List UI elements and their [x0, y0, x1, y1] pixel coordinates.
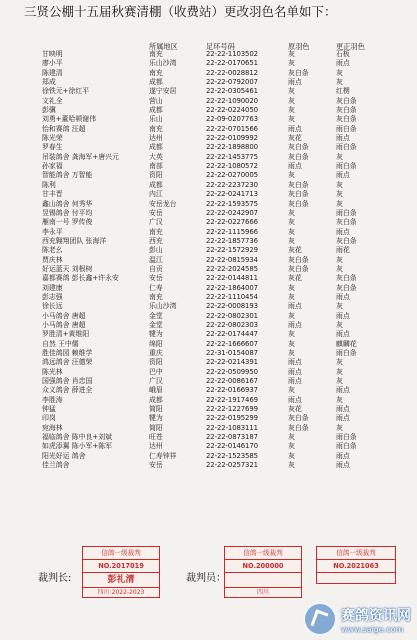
- referee-stamp-3: [316, 546, 396, 584]
- row-ring: 22-22-0241713: [206, 190, 258, 199]
- list-item: [0, 452, 417, 461]
- row-region: 达州: [149, 442, 163, 451]
- row-orig: 雨点: [288, 124, 302, 133]
- row-ring: 22-22-1115966: [206, 227, 258, 236]
- row-region: 南充: [149, 292, 163, 301]
- list-item: [0, 200, 417, 209]
- row-name: 福临鸽舍 陈中良+刘斌: [42, 433, 112, 442]
- list-item: [0, 330, 417, 339]
- row-name: 鑫山鸽舍 何秀华: [42, 199, 93, 208]
- row-new: 石板: [336, 50, 350, 58]
- row-name: 文礼全: [42, 96, 63, 105]
- row-region: 犍为: [149, 414, 163, 423]
- row-region: 成都: [149, 395, 163, 404]
- list-item: [0, 349, 417, 358]
- list-item: [0, 125, 417, 134]
- list-item: [0, 209, 417, 218]
- list-item: [0, 97, 417, 106]
- row-name: 廖小平: [42, 59, 63, 68]
- row-ring: 22-22-1110454: [206, 292, 258, 301]
- row-orig: 雨点: [288, 320, 302, 329]
- row-ring: 22-22-0174447: [206, 330, 258, 339]
- list-item: [0, 171, 417, 180]
- list-item: [0, 340, 417, 349]
- row-new: 灰: [336, 367, 343, 376]
- row-name: 陈老幺: [42, 246, 63, 255]
- row-ring: 22-22-0701566: [206, 124, 258, 133]
- row-new: 灰白条: [336, 96, 357, 105]
- row-ring: 22-22-0242907: [206, 208, 258, 217]
- row-ring: 22-22-0224050: [206, 106, 258, 115]
- row-region: 大英: [149, 152, 163, 161]
- row-new: 灰: [336, 423, 343, 432]
- row-orig: 雨点: [288, 367, 302, 376]
- row-new: 雨点: [336, 171, 350, 180]
- row-new: 灰: [336, 68, 343, 77]
- list-item: [0, 106, 417, 115]
- row-name: 郑成: [42, 78, 56, 87]
- stamp-1-number: NO.2017019: [83, 560, 159, 573]
- list-item: [0, 246, 417, 255]
- document-title: 三贤公棚十五届秋赛清棚（收费站）更改羽色名单如下：: [24, 4, 337, 19]
- row-name: 自然 王中儒: [42, 339, 79, 348]
- row-ring: 22-22-0873187: [206, 433, 258, 442]
- list-item: [0, 87, 417, 96]
- row-ring: 22-22-1083111: [206, 423, 258, 432]
- row-region: 简阳: [149, 405, 163, 414]
- entry-list: [0, 50, 417, 470]
- stamp-3-title: 信鸽一级裁判: [317, 547, 395, 560]
- row-new: 灰: [336, 395, 343, 404]
- row-ring: 22-22-1227699: [206, 405, 258, 414]
- list-item: [0, 237, 417, 246]
- row-ring: 22-22-2024585: [206, 264, 258, 273]
- row-name: 印岗: [42, 414, 56, 423]
- row-ring: 22-22-1898800: [206, 143, 258, 152]
- row-name: 胜佳鸽园 赖维学: [42, 349, 93, 357]
- row-name: 李胜涛: [42, 395, 63, 404]
- row-new: 灰白条: [336, 274, 357, 283]
- row-name: 鸿远鸽舍 汪德荣: [42, 358, 93, 367]
- row-ring: 22-22-0815934: [206, 255, 258, 264]
- row-new: 雨白条: [336, 433, 357, 442]
- row-name: 佳兰鸽舍: [42, 461, 70, 470]
- row-region: 安岳龙台: [149, 199, 177, 208]
- row-ring: 22-22-1917469: [206, 395, 258, 404]
- row-new: 雨点: [336, 292, 350, 301]
- list-item: [0, 396, 417, 405]
- row-name: 李永平: [42, 227, 63, 236]
- row-ring: 22-22-1090020: [206, 96, 258, 105]
- row-name: 陈光荣: [42, 134, 63, 143]
- row-new: 灰白条: [336, 115, 357, 124]
- stamp-1-title: 信鸽一级裁判: [83, 547, 159, 560]
- row-orig: 雨点: [288, 377, 302, 386]
- row-orig: 灰: [288, 208, 295, 217]
- row-ring: 22-22-0257321: [206, 461, 258, 470]
- row-region: 彭山: [149, 246, 163, 255]
- watermark-url: www.saige.com: [341, 624, 404, 634]
- stamp-2-title: 信鸽一级裁判: [225, 547, 301, 560]
- row-region: 资阳: [149, 358, 163, 367]
- row-orig: 灰: [288, 311, 295, 320]
- row-name: 徐长远: [42, 302, 63, 311]
- row-name: 嘉都赛鸽 彭长鑫+许永安: [42, 274, 119, 283]
- row-region: 仁寿: [149, 283, 163, 292]
- list-item: [0, 69, 417, 78]
- row-orig: 灰: [288, 96, 295, 105]
- list-item: [0, 442, 417, 451]
- row-orig: 灰: [288, 171, 295, 180]
- row-ring: 22-22-0166937: [206, 386, 258, 395]
- list-item: [0, 218, 417, 227]
- row-orig: 灰: [288, 442, 295, 451]
- pigeon-logo-icon: [303, 602, 337, 636]
- list-item: [0, 115, 417, 124]
- row-name: 智能鸽舍 万智能: [42, 171, 93, 180]
- row-ring: 22-09-0207763: [206, 115, 258, 124]
- row-orig: 灰: [288, 218, 295, 227]
- row-ring: 22-22-0214391: [206, 358, 258, 367]
- row-ring: 22-22-0144811: [206, 274, 258, 283]
- row-orig: 灰: [288, 339, 295, 348]
- row-ring: 22-22-1572929: [206, 246, 258, 255]
- list-item: [0, 181, 417, 190]
- row-name: 刘建康: [42, 283, 63, 292]
- row-name: 雁南一号 罗传俊: [42, 218, 93, 227]
- stamp-1-signature: 彭礼清: [107, 575, 135, 585]
- list-item: [0, 424, 417, 433]
- header-new-color: 更正羽色: [336, 42, 365, 51]
- row-region: 营山: [149, 96, 163, 105]
- header-ring: 足环号码: [206, 42, 235, 51]
- row-name: 昱锡鸽舍 付平均: [42, 208, 93, 217]
- referee-stamp-1: [82, 546, 160, 598]
- row-orig: 灰: [288, 349, 295, 357]
- row-new: 灰: [336, 302, 343, 311]
- row-orig: 灰: [288, 386, 295, 395]
- row-orig: 雨点: [288, 78, 302, 87]
- row-orig: 灰: [288, 283, 295, 292]
- row-orig: 灰: [288, 115, 295, 124]
- row-name: 众义鸽舍 薛进全: [42, 386, 93, 395]
- row-orig: 雨点: [288, 395, 302, 404]
- row-new: 雨点: [336, 311, 350, 320]
- row-name: 罗胜清+黄维阳: [42, 330, 90, 339]
- row-region: 西充: [149, 236, 163, 245]
- list-item: [0, 377, 417, 386]
- row-orig: 灰: [288, 227, 295, 236]
- list-item: [0, 461, 417, 470]
- row-orig: 灰花: [288, 405, 302, 414]
- chief-referee-label: 裁判长:: [38, 573, 72, 584]
- row-region: 遂宁安居: [149, 87, 177, 96]
- row-region: 自贡: [149, 264, 163, 273]
- row-orig: 灰: [288, 461, 295, 470]
- row-orig: 灰: [288, 433, 295, 442]
- list-item: [0, 134, 417, 143]
- row-region: 乐山沙湾: [149, 59, 177, 68]
- list-item: [0, 302, 417, 311]
- stamp-2-year: 四川: [225, 587, 301, 598]
- row-orig: 雨点: [288, 302, 302, 311]
- row-region: 成都: [149, 143, 163, 152]
- list-item: [0, 274, 417, 283]
- row-ring: 22-22-1593575: [206, 199, 258, 208]
- list-item: [0, 59, 417, 68]
- stamp-1-year: 四川:2022-2023: [83, 587, 159, 598]
- row-orig: 灰: [288, 236, 295, 245]
- row-name: 钟猛: [42, 405, 56, 414]
- row-new: 灰: [336, 190, 343, 199]
- stamp-2-signature: [225, 573, 301, 587]
- row-new: 雨点: [336, 59, 350, 68]
- row-ring: 22-22-1857736: [206, 236, 258, 245]
- watermark-name: 赛鸽资讯网: [341, 607, 411, 624]
- row-orig: 灰: [288, 87, 295, 96]
- list-item: [0, 190, 417, 199]
- row-ring: 22-22-0109992: [206, 134, 258, 143]
- row-name: 陈建清: [42, 68, 63, 77]
- row-name: 国强鸽舍 肖忠国: [42, 377, 93, 386]
- row-name: 小马鸽舍 唐超: [42, 311, 86, 320]
- row-ring: 22-22-0195299: [206, 414, 258, 423]
- list-item: [0, 284, 417, 293]
- row-new: 雨点: [336, 227, 350, 236]
- list-item: [0, 162, 417, 171]
- row-region: 南充: [149, 124, 163, 133]
- row-new: 灰白条: [336, 106, 357, 115]
- referee-label: 裁判员：: [186, 573, 226, 584]
- row-ring: 22-22-1103502: [206, 50, 258, 58]
- list-item: [0, 368, 417, 377]
- referee-stamp-2: [224, 546, 302, 598]
- row-ring: 22-22-0086167: [206, 377, 258, 386]
- list-item: [0, 228, 417, 237]
- list-item: [0, 414, 417, 423]
- list-item: [0, 405, 417, 414]
- row-new: 灰: [336, 358, 343, 367]
- row-ring: 22-22-0146170: [206, 442, 258, 451]
- row-new: 雨白条: [336, 162, 357, 171]
- row-new: 雨点: [336, 461, 350, 470]
- row-orig: 灰白条: [288, 264, 309, 273]
- list-item: [0, 358, 417, 367]
- row-region: 巴中: [149, 367, 163, 376]
- row-region: 乐山沙湾: [149, 302, 177, 311]
- row-new: 雨花: [336, 246, 350, 255]
- row-name: 甘丰晋: [42, 190, 63, 199]
- row-new: 灰: [336, 377, 343, 386]
- row-new: 雨白条: [336, 208, 357, 217]
- row-new: 雨点: [336, 451, 350, 460]
- row-new: 雨白条: [336, 442, 357, 451]
- site-watermark: [303, 602, 411, 636]
- row-orig: 灰白条: [288, 68, 309, 77]
- row-name: 怡和赛鸽 汪超: [42, 124, 86, 133]
- row-orig: 灰: [288, 106, 295, 115]
- row-orig: 灰花: [288, 274, 302, 283]
- row-region: 简阳: [149, 423, 163, 432]
- row-new: 灰: [336, 320, 343, 329]
- row-new: 雨点: [336, 405, 350, 414]
- row-new: 灰白条: [336, 283, 357, 292]
- row-ring: 22-22-0170651: [206, 59, 258, 68]
- row-new: 雨点: [336, 414, 350, 423]
- row-orig: 灰花: [288, 134, 302, 143]
- row-region: 资阳: [149, 171, 163, 180]
- row-new: 红楞: [336, 87, 350, 96]
- row-new: 灰: [336, 199, 343, 208]
- row-new: 灰白条: [336, 218, 357, 227]
- row-ring: 22-22-1523585: [206, 451, 258, 460]
- row-orig: 灰白条: [288, 414, 309, 423]
- list-item: [0, 433, 417, 442]
- row-name: 贾庆林: [42, 255, 63, 264]
- row-new: 灰白条: [336, 236, 357, 245]
- row-name: 好运蓝天 刘根树: [42, 264, 93, 273]
- row-ring: 22-22-1080572: [206, 162, 258, 171]
- row-region: 南充: [149, 50, 163, 58]
- row-ring: 22-22-0802303: [206, 320, 258, 329]
- row-name: 如虎添翼 陈小军+陈军: [42, 442, 112, 451]
- list-item: [0, 265, 417, 274]
- row-new: 雨点: [336, 386, 350, 395]
- stamp-3-number: NO.2021063: [317, 560, 395, 573]
- row-orig: 雨点: [288, 358, 302, 367]
- row-name: 孙家福: [42, 162, 63, 171]
- row-region: 温江: [149, 255, 163, 264]
- row-orig: 灰: [288, 50, 295, 58]
- row-region: 广汉: [149, 377, 163, 386]
- row-ring: 22-22-0509950: [206, 367, 258, 376]
- row-ring: 22-22-0227666: [206, 218, 258, 227]
- header-region: 所属地区: [149, 42, 178, 51]
- row-region: 金堂: [149, 311, 163, 320]
- row-orig: 灰: [288, 330, 295, 339]
- row-region: 仁寿钟祥: [149, 451, 177, 460]
- row-name: 刘勇+董哈顿谢伟: [42, 115, 97, 124]
- row-orig: 灰白条: [288, 143, 309, 152]
- row-new: 雨白条: [336, 143, 357, 152]
- row-region: 安岳: [149, 274, 163, 283]
- row-orig: 雨点: [288, 162, 302, 171]
- row-ring: 22-22-0270005: [206, 171, 258, 180]
- row-orig: 灰白条: [288, 255, 309, 264]
- row-orig: 灰白条: [288, 152, 309, 161]
- row-ring: 22-22-0305461: [206, 87, 258, 96]
- row-new: 雨白条: [336, 124, 357, 133]
- row-region: 乐山: [149, 115, 163, 124]
- row-name: 小马鸽舍 唐超: [42, 320, 86, 329]
- row-ring: 22-22-1666607: [206, 339, 258, 348]
- row-region: 安岳: [149, 208, 163, 217]
- row-orig: 灰花: [288, 246, 302, 255]
- row-region: 广汉: [149, 218, 163, 227]
- row-new: 灰: [336, 264, 343, 273]
- list-item: [0, 50, 417, 59]
- row-ring: 22-22-0028812: [206, 68, 258, 77]
- row-region: 南充: [149, 68, 163, 77]
- row-region: 达州: [149, 134, 163, 143]
- row-orig: 灰白条: [288, 199, 309, 208]
- row-name: 彭骥: [42, 106, 56, 115]
- row-ring: 22-22-2237230: [206, 180, 258, 189]
- row-new: 麒麟花: [336, 339, 357, 348]
- row-name: 阳光好运 鸽舍: [42, 451, 86, 460]
- row-orig: 灰: [288, 451, 295, 460]
- row-new: 雨白条: [336, 349, 357, 357]
- row-name: 陈光林: [42, 367, 63, 376]
- row-region: 旺苍: [149, 433, 163, 442]
- stamp-2-number: NO.200000: [225, 560, 301, 573]
- list-item: [0, 153, 417, 162]
- row-region: 绵阳: [149, 339, 163, 348]
- row-ring: 22-22-0792007: [206, 78, 258, 87]
- row-name: 宛海林: [42, 423, 63, 432]
- list-item: [0, 386, 417, 395]
- row-region: 安岳: [149, 461, 163, 470]
- row-new: 雨点: [336, 330, 350, 339]
- row-orig: 灰白条: [288, 180, 309, 189]
- header-orig-color: 原羽色: [288, 42, 310, 51]
- list-item: [0, 143, 417, 152]
- row-region: 成都: [149, 180, 163, 189]
- row-name: 陈利: [42, 180, 56, 189]
- row-ring: 22-31-0154087: [206, 349, 258, 357]
- row-region: 南充: [149, 227, 163, 236]
- row-ring: 22-22-1453775: [206, 152, 258, 161]
- row-ring: 22-22-0008193: [206, 302, 258, 311]
- row-orig: 灰白条: [288, 190, 309, 199]
- row-region: 金堂: [149, 320, 163, 329]
- row-orig: 灰: [288, 59, 295, 68]
- row-orig: 灰: [288, 292, 295, 301]
- row-new: 灰: [336, 78, 343, 87]
- row-region: 犍为: [149, 330, 163, 339]
- row-region: 成都: [149, 106, 163, 115]
- row-new: 灰: [336, 152, 343, 161]
- list-item: [0, 293, 417, 302]
- row-name: 罗春生: [42, 143, 63, 152]
- row-ring: 22-22-1864007: [206, 283, 258, 292]
- list-item: [0, 78, 417, 87]
- row-region: 重庆: [149, 349, 163, 357]
- row-region: 成都: [149, 78, 163, 87]
- row-name: 吊装鸽舍 龚海军+唐兴元: [42, 152, 119, 161]
- list-item: [0, 256, 417, 265]
- row-orig: 灰白条: [288, 423, 309, 432]
- row-region: 峨眉: [149, 386, 163, 395]
- row-region: 内江: [149, 190, 163, 199]
- row-name: 西充翱翔团队 张海洋: [42, 236, 107, 245]
- row-new: 灰: [336, 255, 343, 264]
- row-name: 甘映明: [42, 50, 63, 58]
- row-name: 彭志强: [42, 292, 63, 301]
- list-item: [0, 321, 417, 330]
- row-ring: 22-22-0802301: [206, 311, 258, 320]
- list-item: [0, 312, 417, 321]
- row-new: 雨点: [336, 134, 350, 143]
- row-region: 南部: [149, 162, 163, 171]
- row-name: 徐铁元+徐红平: [42, 87, 90, 96]
- row-new: 灰: [336, 180, 343, 189]
